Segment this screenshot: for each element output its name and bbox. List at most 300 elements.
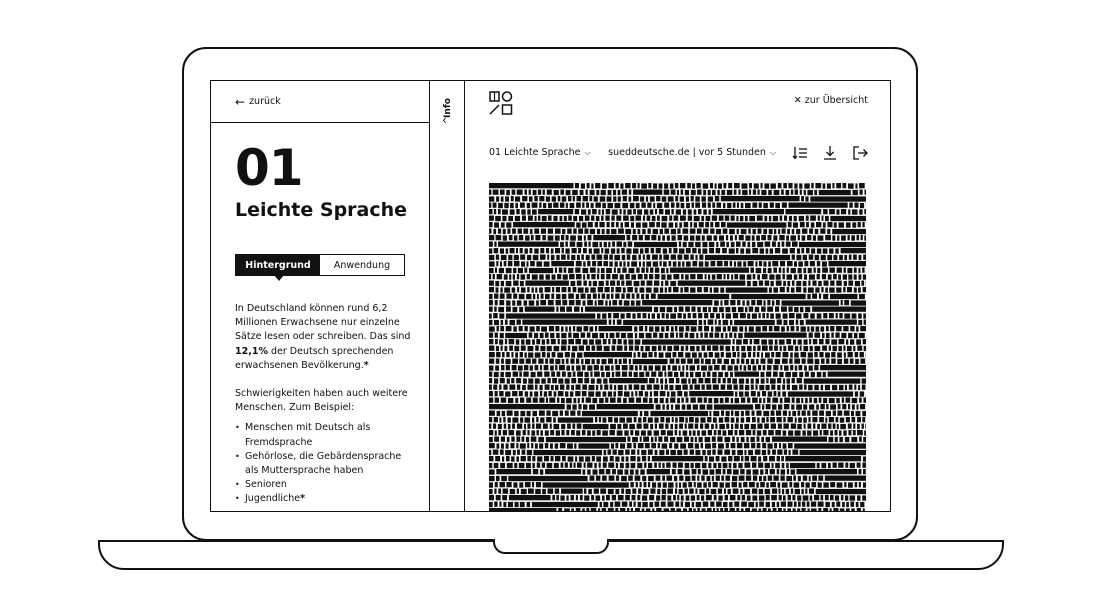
texture-block xyxy=(857,235,860,240)
texture-block xyxy=(677,495,679,500)
texture-block xyxy=(584,229,588,234)
texture-block xyxy=(807,502,810,507)
texture-block xyxy=(781,502,786,507)
texture-block xyxy=(516,378,521,383)
texture-block xyxy=(763,411,769,416)
texture-block xyxy=(741,411,744,416)
texture-block xyxy=(632,235,637,240)
texture-block xyxy=(600,333,605,338)
texture-block xyxy=(542,489,546,494)
back-link[interactable] xyxy=(211,81,429,123)
texture-block xyxy=(590,229,595,234)
texture-block xyxy=(667,274,672,279)
texture-block xyxy=(774,346,778,351)
laptop-base xyxy=(98,540,1004,570)
texture-block xyxy=(500,482,506,487)
texture-block xyxy=(651,248,655,253)
texture-block xyxy=(733,313,738,318)
texture-block xyxy=(509,495,551,500)
texture-block xyxy=(700,424,703,429)
texture-block xyxy=(775,248,780,253)
texture-block xyxy=(587,274,590,279)
texture-block xyxy=(809,339,811,344)
texture-block xyxy=(658,235,661,240)
info-toggle[interactable] xyxy=(430,81,465,511)
texture-block xyxy=(759,203,762,208)
texture-block xyxy=(738,463,742,468)
texture-block xyxy=(844,411,850,416)
texture-block xyxy=(489,411,495,416)
texture-block xyxy=(521,274,526,279)
texture-block xyxy=(489,456,494,461)
texture-block xyxy=(746,476,751,481)
texture-block xyxy=(561,255,566,260)
texture-block xyxy=(632,489,636,494)
texture-block xyxy=(671,209,673,214)
texture-block xyxy=(707,346,711,351)
texture-block xyxy=(690,287,695,292)
texture-block xyxy=(623,339,627,344)
texture-block xyxy=(704,398,707,403)
texture-block xyxy=(631,274,636,279)
texture-block xyxy=(718,463,721,468)
texture-block xyxy=(775,359,781,364)
texture-block xyxy=(591,495,594,500)
texture-block xyxy=(501,398,507,403)
texture-block xyxy=(830,294,858,299)
texture-block xyxy=(587,365,592,370)
texture-block xyxy=(501,255,507,260)
texture-block xyxy=(509,339,515,344)
texture-block xyxy=(519,372,522,377)
texture-block xyxy=(654,398,658,403)
texture-block xyxy=(524,326,527,331)
texture-block xyxy=(506,307,511,312)
texture-block xyxy=(676,203,679,208)
share-icon[interactable] xyxy=(852,145,868,161)
texture-block xyxy=(846,398,851,403)
texture-block xyxy=(843,287,845,292)
texture-block xyxy=(767,300,770,305)
texture-block xyxy=(616,333,620,338)
texture-block xyxy=(813,339,818,344)
texture-block xyxy=(680,183,686,188)
texture-block xyxy=(747,398,750,403)
texture-block xyxy=(651,294,656,299)
texture-block xyxy=(823,482,828,487)
texture-block xyxy=(602,430,608,435)
texture-block xyxy=(619,300,622,305)
texture-block xyxy=(528,352,533,357)
texture-block xyxy=(770,203,774,208)
texture-block xyxy=(697,476,699,481)
texture-block xyxy=(508,417,511,422)
texture-block xyxy=(800,320,804,325)
texture-block xyxy=(697,287,702,292)
texture-block xyxy=(753,352,756,357)
texture-block xyxy=(742,495,745,500)
texture-block xyxy=(539,196,544,201)
texture-block xyxy=(720,346,724,351)
texture-block xyxy=(746,248,751,253)
texture-block xyxy=(515,216,520,221)
texture-block xyxy=(495,482,498,487)
texture-block xyxy=(536,326,540,331)
texture-block xyxy=(772,437,827,442)
texture-block xyxy=(779,372,783,377)
texture-block xyxy=(630,482,633,487)
texture-block xyxy=(684,222,689,227)
texture-block xyxy=(863,255,866,260)
texture-block xyxy=(740,489,743,494)
texture-block xyxy=(532,463,535,468)
texture-block xyxy=(651,443,656,448)
texture-block xyxy=(616,287,622,292)
texture-block xyxy=(535,216,537,221)
texture-block xyxy=(666,313,669,318)
texture-block xyxy=(737,352,739,357)
texture-block xyxy=(720,300,722,305)
texture-block xyxy=(726,424,729,429)
texture-block xyxy=(806,222,809,227)
texture-block xyxy=(730,372,733,377)
texture-block xyxy=(709,411,711,416)
texture-block xyxy=(592,346,596,351)
texture-block xyxy=(830,430,833,435)
texture-block xyxy=(794,183,797,188)
texture-block xyxy=(617,424,621,429)
texture-block xyxy=(803,495,809,500)
texture-block xyxy=(547,378,550,383)
texture-block xyxy=(679,424,683,429)
texture-block xyxy=(789,313,795,318)
texture-block xyxy=(745,203,751,208)
texture-block xyxy=(658,443,661,448)
texture-block xyxy=(564,268,567,273)
texture-block xyxy=(815,346,821,351)
texture-block xyxy=(565,378,570,383)
texture-block xyxy=(489,404,565,409)
texture-block xyxy=(839,313,842,318)
footnote-star[interactable]: * xyxy=(363,359,369,371)
tab-hintergrund[interactable]: Hintergrund xyxy=(236,255,320,275)
chapter-select[interactable] xyxy=(489,147,591,158)
texture-block xyxy=(614,255,620,260)
texture-block xyxy=(785,372,791,377)
texture-block xyxy=(705,222,709,227)
texture-block xyxy=(757,391,760,396)
texture-block xyxy=(704,287,708,292)
texture-block xyxy=(835,430,838,435)
texture-block xyxy=(640,469,645,474)
texture-block xyxy=(771,424,776,429)
texture-block xyxy=(673,463,677,468)
texture-block xyxy=(602,183,607,188)
texture-block xyxy=(511,456,514,461)
texture-block xyxy=(653,183,657,188)
texture-block xyxy=(658,346,661,351)
texture-block xyxy=(697,495,700,500)
texture-block xyxy=(733,463,737,468)
texture-block xyxy=(723,203,725,208)
texture-block xyxy=(634,326,637,331)
texture-block xyxy=(539,287,543,292)
texture-block xyxy=(715,333,720,338)
texture-block xyxy=(508,261,513,266)
texture-block xyxy=(726,235,728,240)
texture-block xyxy=(583,300,586,305)
texture-block xyxy=(592,430,595,435)
texture-block xyxy=(741,502,747,507)
texture-block xyxy=(825,476,866,481)
texture-block xyxy=(665,352,671,357)
texture-block xyxy=(723,320,729,325)
texture-block xyxy=(507,411,513,416)
texture-block xyxy=(655,424,657,429)
texture-block xyxy=(717,508,719,512)
texture-block xyxy=(635,391,637,396)
source-select[interactable] xyxy=(608,147,776,158)
texture-block xyxy=(733,469,739,474)
texture-block xyxy=(863,274,866,279)
sort-icon[interactable] xyxy=(792,145,808,161)
texture-block xyxy=(837,424,839,429)
texture-block xyxy=(571,430,575,435)
texture-block xyxy=(808,508,810,512)
texture-block xyxy=(603,463,607,468)
texture-block xyxy=(825,385,830,390)
download-icon[interactable] xyxy=(822,145,838,161)
texture-block xyxy=(489,190,491,195)
footnote-star[interactable]: * xyxy=(300,493,306,505)
texture-block xyxy=(731,274,733,279)
texture-block xyxy=(781,326,785,331)
texture-block xyxy=(713,385,719,390)
texture-block xyxy=(805,398,808,403)
texture-block xyxy=(699,320,703,325)
texture-block xyxy=(809,404,814,409)
texture-block xyxy=(687,183,691,188)
texture-block xyxy=(753,229,756,234)
texture-block xyxy=(800,346,802,351)
texture-block xyxy=(796,313,802,318)
texture-block xyxy=(602,209,604,214)
texture-block xyxy=(620,274,624,279)
texture-block xyxy=(741,352,746,357)
texture-block xyxy=(682,261,684,266)
texture-block xyxy=(654,391,659,396)
texture-block xyxy=(683,313,686,318)
texture-block xyxy=(541,326,547,331)
texture-block xyxy=(664,183,668,188)
texture-block xyxy=(734,274,738,279)
texture-block xyxy=(759,385,764,390)
chapter-select-value: 01 Leichte Sprache xyxy=(489,147,581,158)
texture-block xyxy=(862,268,865,273)
texture-block xyxy=(516,443,518,448)
texture-block xyxy=(794,307,799,312)
texture-block xyxy=(710,287,712,292)
texture-block xyxy=(794,261,797,266)
texture-block xyxy=(744,424,749,429)
texture-block xyxy=(758,190,760,195)
texture-block xyxy=(501,222,505,227)
texture-block xyxy=(648,417,653,422)
texture-block xyxy=(540,365,542,370)
texture-block xyxy=(765,463,770,468)
texture-block xyxy=(512,365,517,370)
texture-block xyxy=(821,424,826,429)
texture-block xyxy=(597,378,602,383)
texture-block xyxy=(812,476,817,481)
texture-block xyxy=(771,183,776,188)
texture-block xyxy=(689,417,694,422)
texture-block xyxy=(698,248,701,253)
texture-block xyxy=(745,508,750,512)
texture-block xyxy=(717,274,722,279)
texture-block xyxy=(495,333,498,338)
texture-block xyxy=(664,203,669,208)
texture-block xyxy=(823,313,827,318)
texture-block xyxy=(527,287,529,292)
texture-block xyxy=(627,261,629,266)
texture-block xyxy=(824,281,829,286)
texture-block xyxy=(547,255,549,260)
texture-block xyxy=(613,190,616,195)
texture-block xyxy=(611,216,614,221)
texture-block xyxy=(716,456,720,461)
texture-block xyxy=(505,339,507,344)
texture-block xyxy=(766,495,770,500)
texture-block xyxy=(613,391,616,396)
texture-block xyxy=(648,456,650,461)
texture-block xyxy=(732,476,737,481)
texture-block xyxy=(712,476,714,481)
texture-block xyxy=(596,391,601,396)
shapes-logo-icon[interactable] xyxy=(489,91,513,115)
texture-block xyxy=(613,450,617,455)
texture-block xyxy=(823,372,826,377)
texture-block xyxy=(604,255,608,260)
texture-block xyxy=(637,313,641,318)
texture-block xyxy=(525,190,528,195)
texture-block xyxy=(768,450,771,455)
texture-block xyxy=(762,404,764,409)
texture-block xyxy=(671,190,676,195)
texture-block xyxy=(789,359,792,364)
texture-block xyxy=(587,469,591,474)
texture-block xyxy=(832,385,837,390)
texture-block xyxy=(565,391,568,396)
texture-block xyxy=(749,216,755,221)
texture-block xyxy=(814,495,819,500)
texture-block xyxy=(795,365,797,370)
texture-block xyxy=(568,339,574,344)
texture-block xyxy=(769,326,773,331)
texture-block xyxy=(626,463,630,468)
texture-block xyxy=(599,417,601,422)
texture-block xyxy=(766,404,771,409)
texture-block xyxy=(706,495,712,500)
texture-block xyxy=(557,372,561,377)
texture-block xyxy=(636,300,641,305)
texture-block xyxy=(661,326,664,331)
texture-block xyxy=(561,346,567,351)
texture-block xyxy=(608,203,614,208)
texture-block xyxy=(637,495,640,500)
texture-block xyxy=(665,424,668,429)
texture-block xyxy=(568,346,571,351)
texture-block xyxy=(545,359,548,364)
texture-block xyxy=(600,242,602,247)
texture-block xyxy=(720,287,724,292)
texture-block xyxy=(652,255,658,260)
texture-block xyxy=(534,391,538,396)
texture-block xyxy=(512,287,516,292)
texture-block xyxy=(572,346,577,351)
texture-block xyxy=(640,482,642,487)
texture-block xyxy=(584,495,589,500)
texture-block xyxy=(780,261,785,266)
texture-block xyxy=(745,326,747,331)
texture-block xyxy=(567,255,570,260)
texture-block xyxy=(692,248,696,253)
texture-block xyxy=(652,346,657,351)
texture-block xyxy=(686,261,691,266)
texture-block xyxy=(724,508,728,512)
texture-block xyxy=(676,333,678,338)
overview-close-link[interactable] xyxy=(794,95,868,106)
texture-block xyxy=(575,183,579,188)
texture-block xyxy=(583,469,586,474)
texture-block xyxy=(800,307,804,312)
texture-block xyxy=(545,443,549,448)
texture-block xyxy=(753,281,758,286)
texture-block xyxy=(808,287,814,292)
texture-block xyxy=(523,430,526,435)
texture-block xyxy=(489,235,494,240)
texture-block xyxy=(529,333,533,338)
texture-block xyxy=(489,482,493,487)
texture-block xyxy=(649,365,654,370)
texture-block xyxy=(823,398,827,403)
texture-block xyxy=(489,352,495,357)
texture-block xyxy=(653,261,658,266)
texture-block xyxy=(854,385,856,390)
texture-block xyxy=(566,307,572,312)
texture-block xyxy=(769,229,773,234)
texture-block xyxy=(779,495,782,500)
texture-block xyxy=(540,300,546,305)
texture-block xyxy=(838,274,841,279)
texture-block xyxy=(811,508,817,512)
texture-block xyxy=(598,300,604,305)
texture-block xyxy=(642,476,646,481)
texture-block xyxy=(561,235,564,240)
texture-block xyxy=(548,489,554,494)
tab-anwendung[interactable]: Anwendung xyxy=(333,259,391,271)
texture-block xyxy=(598,287,604,292)
texture-block xyxy=(841,209,846,214)
texture-block xyxy=(803,287,806,292)
texture-block xyxy=(759,495,765,500)
texture-block xyxy=(829,209,835,214)
texture-block xyxy=(500,450,504,455)
texture-block xyxy=(684,450,688,455)
texture-block xyxy=(738,307,744,312)
texture-block xyxy=(767,398,771,403)
texture-block xyxy=(520,352,523,357)
